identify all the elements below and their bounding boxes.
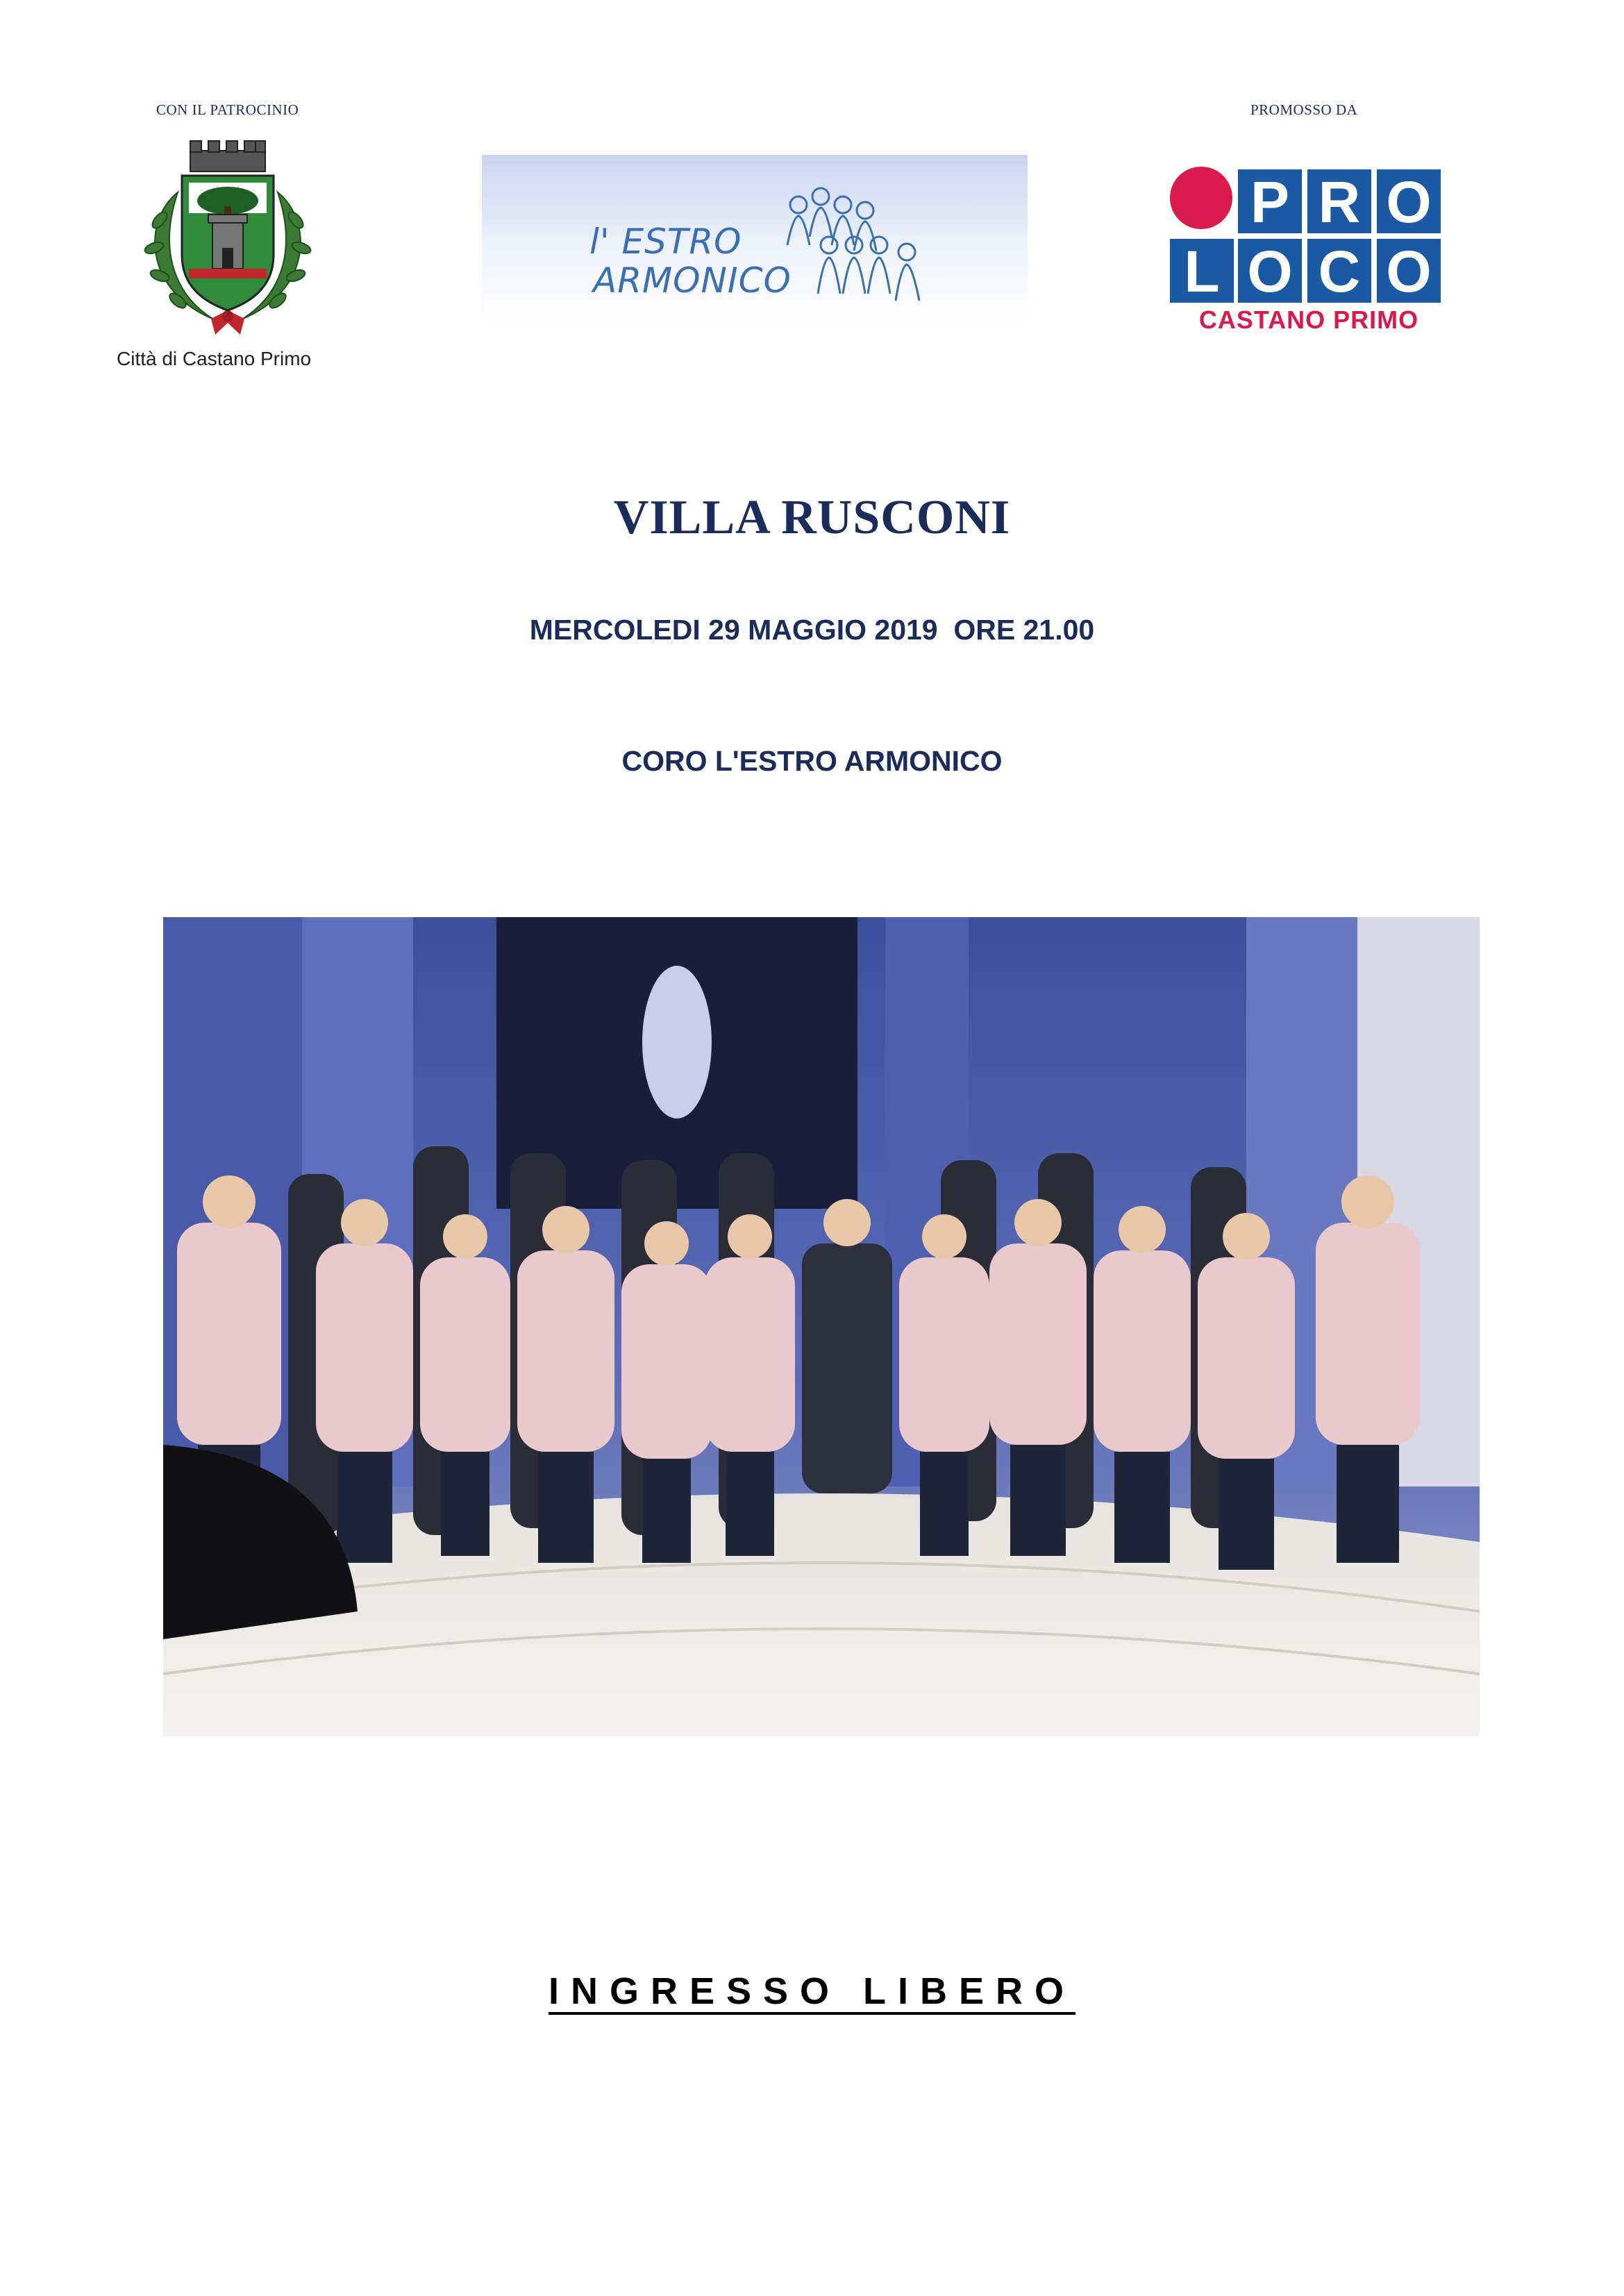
proloco-mark bbox=[1170, 167, 1448, 305]
city-crest-icon bbox=[136, 137, 319, 342]
free-entry-text: INGRESSO LIBERO bbox=[548, 1970, 1076, 2012]
proloco-subtitle: CASTANO PRIMO bbox=[1198, 305, 1419, 334]
proloco-letter-r: R bbox=[1318, 169, 1361, 235]
estro-logo-line1: l' ESTRO bbox=[589, 221, 742, 262]
proloco-letter-o1: O bbox=[1386, 169, 1432, 235]
estro-logo-line2: ARMONICO bbox=[593, 260, 792, 301]
proloco-logo bbox=[1170, 167, 1448, 333]
city-name: Città di Castano Primo bbox=[117, 348, 312, 369]
proloco-letter-o3: O bbox=[1386, 239, 1432, 304]
venue-title: VILLA RUSCONI bbox=[613, 491, 1011, 544]
promoted-label: PROMOSSO DA bbox=[1250, 101, 1358, 118]
choir-photo bbox=[163, 917, 1480, 1736]
patronage-label: CON IL PATROCINIO bbox=[156, 101, 299, 118]
proloco-letter-l: L bbox=[1184, 239, 1220, 304]
proloco-letter-o2: O bbox=[1247, 239, 1293, 304]
free-entry-notice bbox=[0, 1970, 1624, 2013]
choir-name: CORO L'ESTRO ARMONICO bbox=[621, 745, 1003, 777]
event-datetime: MERCOLEDI 29 MAGGIO 2019 ORE 21.00 bbox=[529, 614, 1095, 646]
proloco-letter-c: C bbox=[1318, 239, 1361, 304]
estro-armonico-logo bbox=[482, 155, 1028, 321]
proloco-letter-p: P bbox=[1250, 169, 1290, 235]
